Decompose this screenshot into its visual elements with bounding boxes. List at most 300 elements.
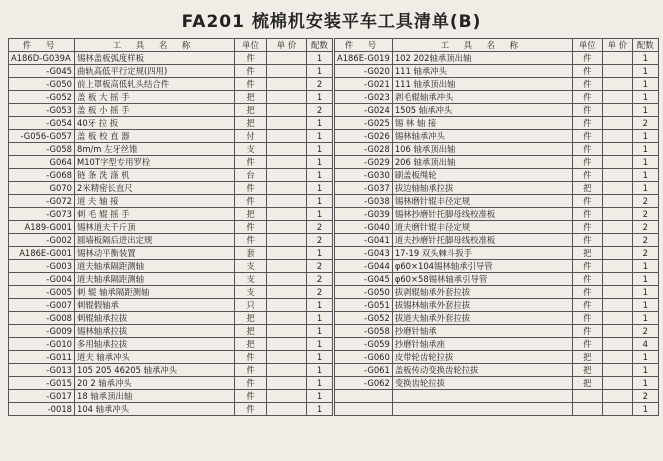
cell-unit: 件: [235, 390, 267, 403]
cell-qty: 1: [632, 364, 658, 377]
table-row: [9, 390, 333, 403]
cell-code: -G039: [335, 208, 393, 221]
cell-code: -G005: [9, 286, 75, 299]
cell-qty: 1: [307, 195, 333, 208]
cell-qty: 2: [307, 234, 333, 247]
cell-qty: 1: [632, 143, 658, 156]
cell-qty: 1: [632, 156, 658, 169]
header-qty: 配数: [307, 39, 333, 52]
cell-qty: 4: [632, 338, 658, 351]
cell-price: [602, 338, 632, 351]
cell-qty: 1: [307, 403, 333, 416]
cell-unit: 件: [235, 364, 267, 377]
cell-name: 拔剥辊轴承外套拉拔: [392, 286, 572, 299]
cell-name: 锡林抄磨针托脚母线校准板: [392, 208, 572, 221]
cell-unit: 把: [572, 351, 602, 364]
cell-qty: 1: [632, 182, 658, 195]
cell-qty: 2: [307, 104, 333, 117]
cell-qty: 1: [632, 169, 658, 182]
cell-code: -G021: [335, 78, 393, 91]
cell-price: [267, 130, 307, 143]
cell-unit: [572, 390, 602, 403]
cell-qty: 1: [307, 338, 333, 351]
cell-name: 道夫轴承隔距测轴: [75, 260, 235, 273]
cell-unit: 件: [572, 156, 602, 169]
table-row: [335, 312, 659, 325]
cell-name: φ60×104锡林轴承引导管: [392, 260, 572, 273]
cell-unit: 件: [572, 234, 602, 247]
table-row: [9, 65, 333, 78]
cell-qty: 1: [632, 351, 658, 364]
cell-code: -G073: [9, 208, 75, 221]
cell-price: [267, 91, 307, 104]
header-qty: 配数: [632, 39, 658, 52]
tool-table-right: [334, 38, 659, 416]
cell-qty: 1: [307, 169, 333, 182]
cell-name: 111 轴承冲头: [392, 65, 572, 78]
cell-price: [602, 403, 632, 416]
cell-code: -G004: [9, 273, 75, 286]
cell-code: -G045: [335, 273, 393, 286]
table-row: [335, 299, 659, 312]
cell-code: -G072: [9, 195, 75, 208]
cell-unit: 件: [572, 117, 602, 130]
header-code: 件 号: [9, 39, 75, 52]
table-body-left: [9, 52, 333, 416]
cell-price: [602, 286, 632, 299]
table-row: [9, 299, 333, 312]
table-row: [335, 325, 659, 338]
cell-qty: 1: [307, 364, 333, 377]
cell-unit: 件: [235, 52, 267, 65]
cell-qty: 2: [307, 273, 333, 286]
header-name: 工 具 名 称: [392, 39, 572, 52]
cell-price: [602, 91, 632, 104]
cell-code: A186E-G001: [9, 247, 75, 260]
table-row: [9, 78, 333, 91]
cell-code: -G050: [9, 78, 75, 91]
cell-code: -G058: [335, 325, 393, 338]
cell-qty: 1: [307, 130, 333, 143]
cell-code: -G003: [9, 260, 75, 273]
cell-qty: 1: [632, 260, 658, 273]
cell-name: 链 条 洗 涤 机: [75, 169, 235, 182]
table-row: [335, 351, 659, 364]
cell-unit: [572, 403, 602, 416]
cell-code: -G062: [335, 377, 393, 390]
cell-price: [602, 364, 632, 377]
cell-qty: 1: [632, 403, 658, 416]
table-row: [9, 364, 333, 377]
cell-qty: 2: [632, 117, 658, 130]
cell-code: -G010: [9, 338, 75, 351]
table-row: [9, 169, 333, 182]
table-row: [9, 130, 333, 143]
cell-qty: 1: [632, 65, 658, 78]
table-header-row: [335, 39, 659, 52]
cell-qty: 1: [632, 273, 658, 286]
cell-unit: 件: [572, 52, 602, 65]
cell-qty: 1: [632, 52, 658, 65]
cell-code: -G023: [335, 91, 393, 104]
cell-unit: 件: [572, 325, 602, 338]
cell-unit: 把: [235, 338, 267, 351]
cell-price: [602, 299, 632, 312]
table-header-row: [9, 39, 333, 52]
table-row: [9, 286, 333, 299]
cell-name: 剥毛辊轴承冲头: [392, 91, 572, 104]
cell-name: 道夫磨针辊丰径定规: [392, 221, 572, 234]
header-price: 单 价: [602, 39, 632, 52]
cell-name: 2米精密长直尺: [75, 182, 235, 195]
cell-name: 拔锡林轴承外套拉拔: [392, 299, 572, 312]
table-row: [9, 195, 333, 208]
cell-price: [602, 52, 632, 65]
cell-unit: 把: [572, 377, 602, 390]
cell-name: 道夫 轴承冲头: [75, 351, 235, 364]
cell-price: [267, 65, 307, 78]
cell-unit: 件: [235, 156, 267, 169]
page-title: FA201 梳棉机安装平车工具清单(B): [181, 12, 482, 32]
cell-name: 皮带轮齿轮拉拔: [392, 351, 572, 364]
cell-code: -G059: [335, 338, 393, 351]
cell-qty: 1: [307, 351, 333, 364]
table-row: [335, 338, 659, 351]
cell-qty: 1: [307, 325, 333, 338]
tool-table-left: [8, 38, 333, 416]
cell-name: 刷盖板绳轮: [392, 169, 572, 182]
cell-price: [602, 325, 632, 338]
cell-qty: 1: [632, 130, 658, 143]
cell-qty: 1: [632, 78, 658, 91]
cell-qty: 1: [632, 104, 658, 117]
cell-unit: 件: [572, 208, 602, 221]
cell-name: 40牙 拉 扳: [75, 117, 235, 130]
table-row: [335, 104, 659, 117]
table-row: [335, 260, 659, 273]
cell-qty: 2: [307, 78, 333, 91]
cell-name: 刺 毛 辊 摇 手: [75, 208, 235, 221]
cell-qty: 1: [307, 156, 333, 169]
table-row: [9, 260, 333, 273]
cell-price: [602, 312, 632, 325]
cell-unit: 件: [572, 78, 602, 91]
cell-unit: 件: [235, 195, 267, 208]
cell-qty: 1: [632, 377, 658, 390]
cell-code: -G060: [335, 351, 393, 364]
table-row: [9, 91, 333, 104]
cell-qty: 1: [307, 65, 333, 78]
table-row: [9, 403, 333, 416]
table-row: [335, 208, 659, 221]
cell-unit: 件: [572, 273, 602, 286]
cell-name: 锡林动平衡装置: [75, 247, 235, 260]
table-row: [9, 52, 333, 65]
cell-price: [267, 78, 307, 91]
cell-name: 变换齿轮拉拔: [392, 377, 572, 390]
table-row: [335, 143, 659, 156]
table-row: [9, 117, 333, 130]
cell-qty: 2: [307, 221, 333, 234]
cell-qty: 1: [307, 52, 333, 65]
cell-qty: 1: [307, 182, 333, 195]
cell-price: [602, 182, 632, 195]
table-body-right: [335, 52, 659, 416]
table-row: [9, 273, 333, 286]
cell-name: 锡林道夫千斤顶: [75, 221, 235, 234]
cell-name: 拔边轴轴承拉拔: [392, 182, 572, 195]
cell-code: A186D-G039A: [9, 52, 75, 65]
cell-unit: 件: [572, 260, 602, 273]
cell-name: 17-19 双头棘斗扳手: [392, 247, 572, 260]
cell-unit: 支: [235, 260, 267, 273]
cell-code: -G029: [335, 156, 393, 169]
table-row: [335, 377, 659, 390]
cell-code: -G058: [9, 143, 75, 156]
cell-qty: 2: [632, 221, 658, 234]
cell-name: 前上罩板高低轧头结合件: [75, 78, 235, 91]
table-row: [335, 91, 659, 104]
cell-code: A189-G001: [9, 221, 75, 234]
cell-qty: 1: [307, 117, 333, 130]
cell-code: -G028: [335, 143, 393, 156]
cell-price: [267, 364, 307, 377]
cell-price: [602, 273, 632, 286]
cell-code: -G009: [9, 325, 75, 338]
cell-qty: 2: [632, 195, 658, 208]
cell-code: -G040: [335, 221, 393, 234]
cell-name: 盖 板 大 摇 手: [75, 91, 235, 104]
cell-name: 206 轴承顶出轴: [392, 156, 572, 169]
table-row: [335, 364, 659, 377]
cell-price: [267, 312, 307, 325]
cell-unit: 把: [235, 104, 267, 117]
cell-code: -G053: [9, 104, 75, 117]
cell-price: [602, 247, 632, 260]
cell-unit: 把: [235, 117, 267, 130]
table-row: [9, 182, 333, 195]
cell-price: [267, 117, 307, 130]
table-row: [335, 195, 659, 208]
cell-code: -G050: [335, 286, 393, 299]
cell-price: [602, 156, 632, 169]
cell-unit: 件: [572, 65, 602, 78]
cell-code: [335, 390, 393, 403]
cell-qty: 2: [632, 390, 658, 403]
table-row: [335, 286, 659, 299]
cell-price: [267, 234, 307, 247]
cell-code: -G007: [9, 299, 75, 312]
cell-code: -G041: [335, 234, 393, 247]
cell-name: 拔道夫轴承外套拉拔: [392, 312, 572, 325]
table-row: [335, 169, 659, 182]
cell-price: [267, 221, 307, 234]
cell-code: -G056-G057: [9, 130, 75, 143]
cell-unit: 件: [235, 377, 267, 390]
cell-price: [602, 130, 632, 143]
cell-price: [602, 221, 632, 234]
cell-unit: 件: [235, 65, 267, 78]
cell-unit: 把: [235, 312, 267, 325]
cell-price: [267, 377, 307, 390]
cell-price: [602, 117, 632, 130]
table-row: [9, 377, 333, 390]
cell-code: -G052: [9, 91, 75, 104]
cell-name: [392, 403, 572, 416]
cell-code: -G037: [335, 182, 393, 195]
cell-price: [267, 156, 307, 169]
cell-unit: 件: [572, 91, 602, 104]
cell-price: [602, 208, 632, 221]
cell-code: -G020: [335, 65, 393, 78]
cell-code: -G002: [9, 234, 75, 247]
cell-price: [267, 286, 307, 299]
cell-price: [602, 169, 632, 182]
table-row: [9, 143, 333, 156]
cell-unit: 把: [235, 325, 267, 338]
cell-qty: 2: [307, 260, 333, 273]
cell-name: 8m/m 左牙丝锥: [75, 143, 235, 156]
table-row: [335, 221, 659, 234]
cell-price: [602, 104, 632, 117]
header-unit: 单位: [572, 39, 602, 52]
cell-unit: 件: [572, 195, 602, 208]
cell-name: 道 夫 轴 接: [75, 195, 235, 208]
cell-price: [267, 247, 307, 260]
cell-code: -G026: [335, 130, 393, 143]
cell-name: 锡林磨针辊丰径定规: [392, 195, 572, 208]
cell-unit: 台: [235, 169, 267, 182]
table-row: [9, 325, 333, 338]
cell-qty: 1: [307, 377, 333, 390]
cell-price: [267, 351, 307, 364]
cell-code: -G044: [335, 260, 393, 273]
table-row: [335, 52, 659, 65]
cell-price: [267, 195, 307, 208]
cell-price: [267, 299, 307, 312]
cell-name: 锡林轴承冲头: [392, 130, 572, 143]
cell-unit: 件: [235, 182, 267, 195]
cell-unit: 件: [572, 312, 602, 325]
cell-unit: 件: [235, 351, 267, 364]
header-unit: 单位: [235, 39, 267, 52]
cell-unit: 支: [235, 143, 267, 156]
cell-price: [602, 234, 632, 247]
cell-code: -G043: [335, 247, 393, 260]
table-row: [335, 156, 659, 169]
cell-name: 刺辊假轴承: [75, 299, 235, 312]
cell-name: 盖 板 校 直 器: [75, 130, 235, 143]
cell-price: [602, 195, 632, 208]
cell-code: -G052: [335, 312, 393, 325]
cell-name: 圆墙板隔后进出定规: [75, 234, 235, 247]
table-row: [335, 65, 659, 78]
cell-name: 抄磨针轴承: [392, 325, 572, 338]
cell-qty: 2: [632, 247, 658, 260]
cell-code: -G038: [335, 195, 393, 208]
table-row: [335, 78, 659, 91]
cell-price: [267, 325, 307, 338]
cell-qty: 1: [307, 91, 333, 104]
cell-name: 102 202轴承顶出轴: [392, 52, 572, 65]
table-row: [9, 247, 333, 260]
cell-unit: 件: [235, 403, 267, 416]
cell-unit: 把: [572, 182, 602, 195]
cell-unit: 套: [235, 247, 267, 260]
cell-name: 20 2 轴承冲头: [75, 377, 235, 390]
table-row: [335, 273, 659, 286]
cell-unit: 件: [572, 221, 602, 234]
cell-price: [602, 260, 632, 273]
cell-unit: 件: [572, 338, 602, 351]
cell-price: [602, 390, 632, 403]
header-name: 工 具 名 称: [75, 39, 235, 52]
cell-price: [267, 169, 307, 182]
header-code: 件 号: [335, 39, 393, 52]
cell-qty: 1: [307, 299, 333, 312]
table-row: [335, 390, 659, 403]
table-row: [9, 208, 333, 221]
cell-qty: 1: [307, 312, 333, 325]
cell-name: M10T字型专用罗栓: [75, 156, 235, 169]
table-row: [9, 312, 333, 325]
cell-price: [267, 208, 307, 221]
table-row: [335, 130, 659, 143]
cell-name: 盖板传动变换齿轮拉拔: [392, 364, 572, 377]
cell-name: 锡林轴承拉拔: [75, 325, 235, 338]
header-price: 单 价: [267, 39, 307, 52]
cell-price: [267, 260, 307, 273]
cell-qty: 1: [632, 91, 658, 104]
cell-name: 刺 辊 轴承隔距测轴: [75, 286, 235, 299]
cell-price: [267, 273, 307, 286]
cell-name: 道夫轴承隔距测轴: [75, 273, 235, 286]
table-row: [335, 117, 659, 130]
table-row: [335, 234, 659, 247]
cell-code: -G054: [9, 117, 75, 130]
cell-price: [602, 78, 632, 91]
cell-code: -G030: [335, 169, 393, 182]
table-row: [335, 182, 659, 195]
cell-unit: 件: [235, 78, 267, 91]
cell-code: A186E-G019: [335, 52, 393, 65]
cell-code: -G068: [9, 169, 75, 182]
cell-code: -G008: [9, 312, 75, 325]
cell-name: 111 轴承顶出轴: [392, 78, 572, 91]
cell-price: [267, 143, 307, 156]
cell-name: φ60×58锡林轴承引导管: [392, 273, 572, 286]
cell-code: G064: [9, 156, 75, 169]
table-row: [9, 221, 333, 234]
cell-name: 曲轨高低平行定规(四用): [75, 65, 235, 78]
cell-code: -G015: [9, 377, 75, 390]
cell-unit: 件: [572, 169, 602, 182]
cell-qty: 1: [307, 390, 333, 403]
cell-code: -G011: [9, 351, 75, 364]
cell-name: 18 轴承顶出轴: [75, 390, 235, 403]
cell-code: -G017: [9, 390, 75, 403]
cell-name: 盖 板 小 摇 手: [75, 104, 235, 117]
cell-name: 106 轴承顶出轴: [392, 143, 572, 156]
table-row: [9, 104, 333, 117]
cell-price: [602, 143, 632, 156]
cell-price: [267, 338, 307, 351]
cell-name: 抄磨针轴承座: [392, 338, 572, 351]
cell-name: 105 205 46205 轴承冲头: [75, 364, 235, 377]
cell-unit: 支: [235, 273, 267, 286]
cell-qty: 2: [632, 208, 658, 221]
cell-code: -G013: [9, 364, 75, 377]
